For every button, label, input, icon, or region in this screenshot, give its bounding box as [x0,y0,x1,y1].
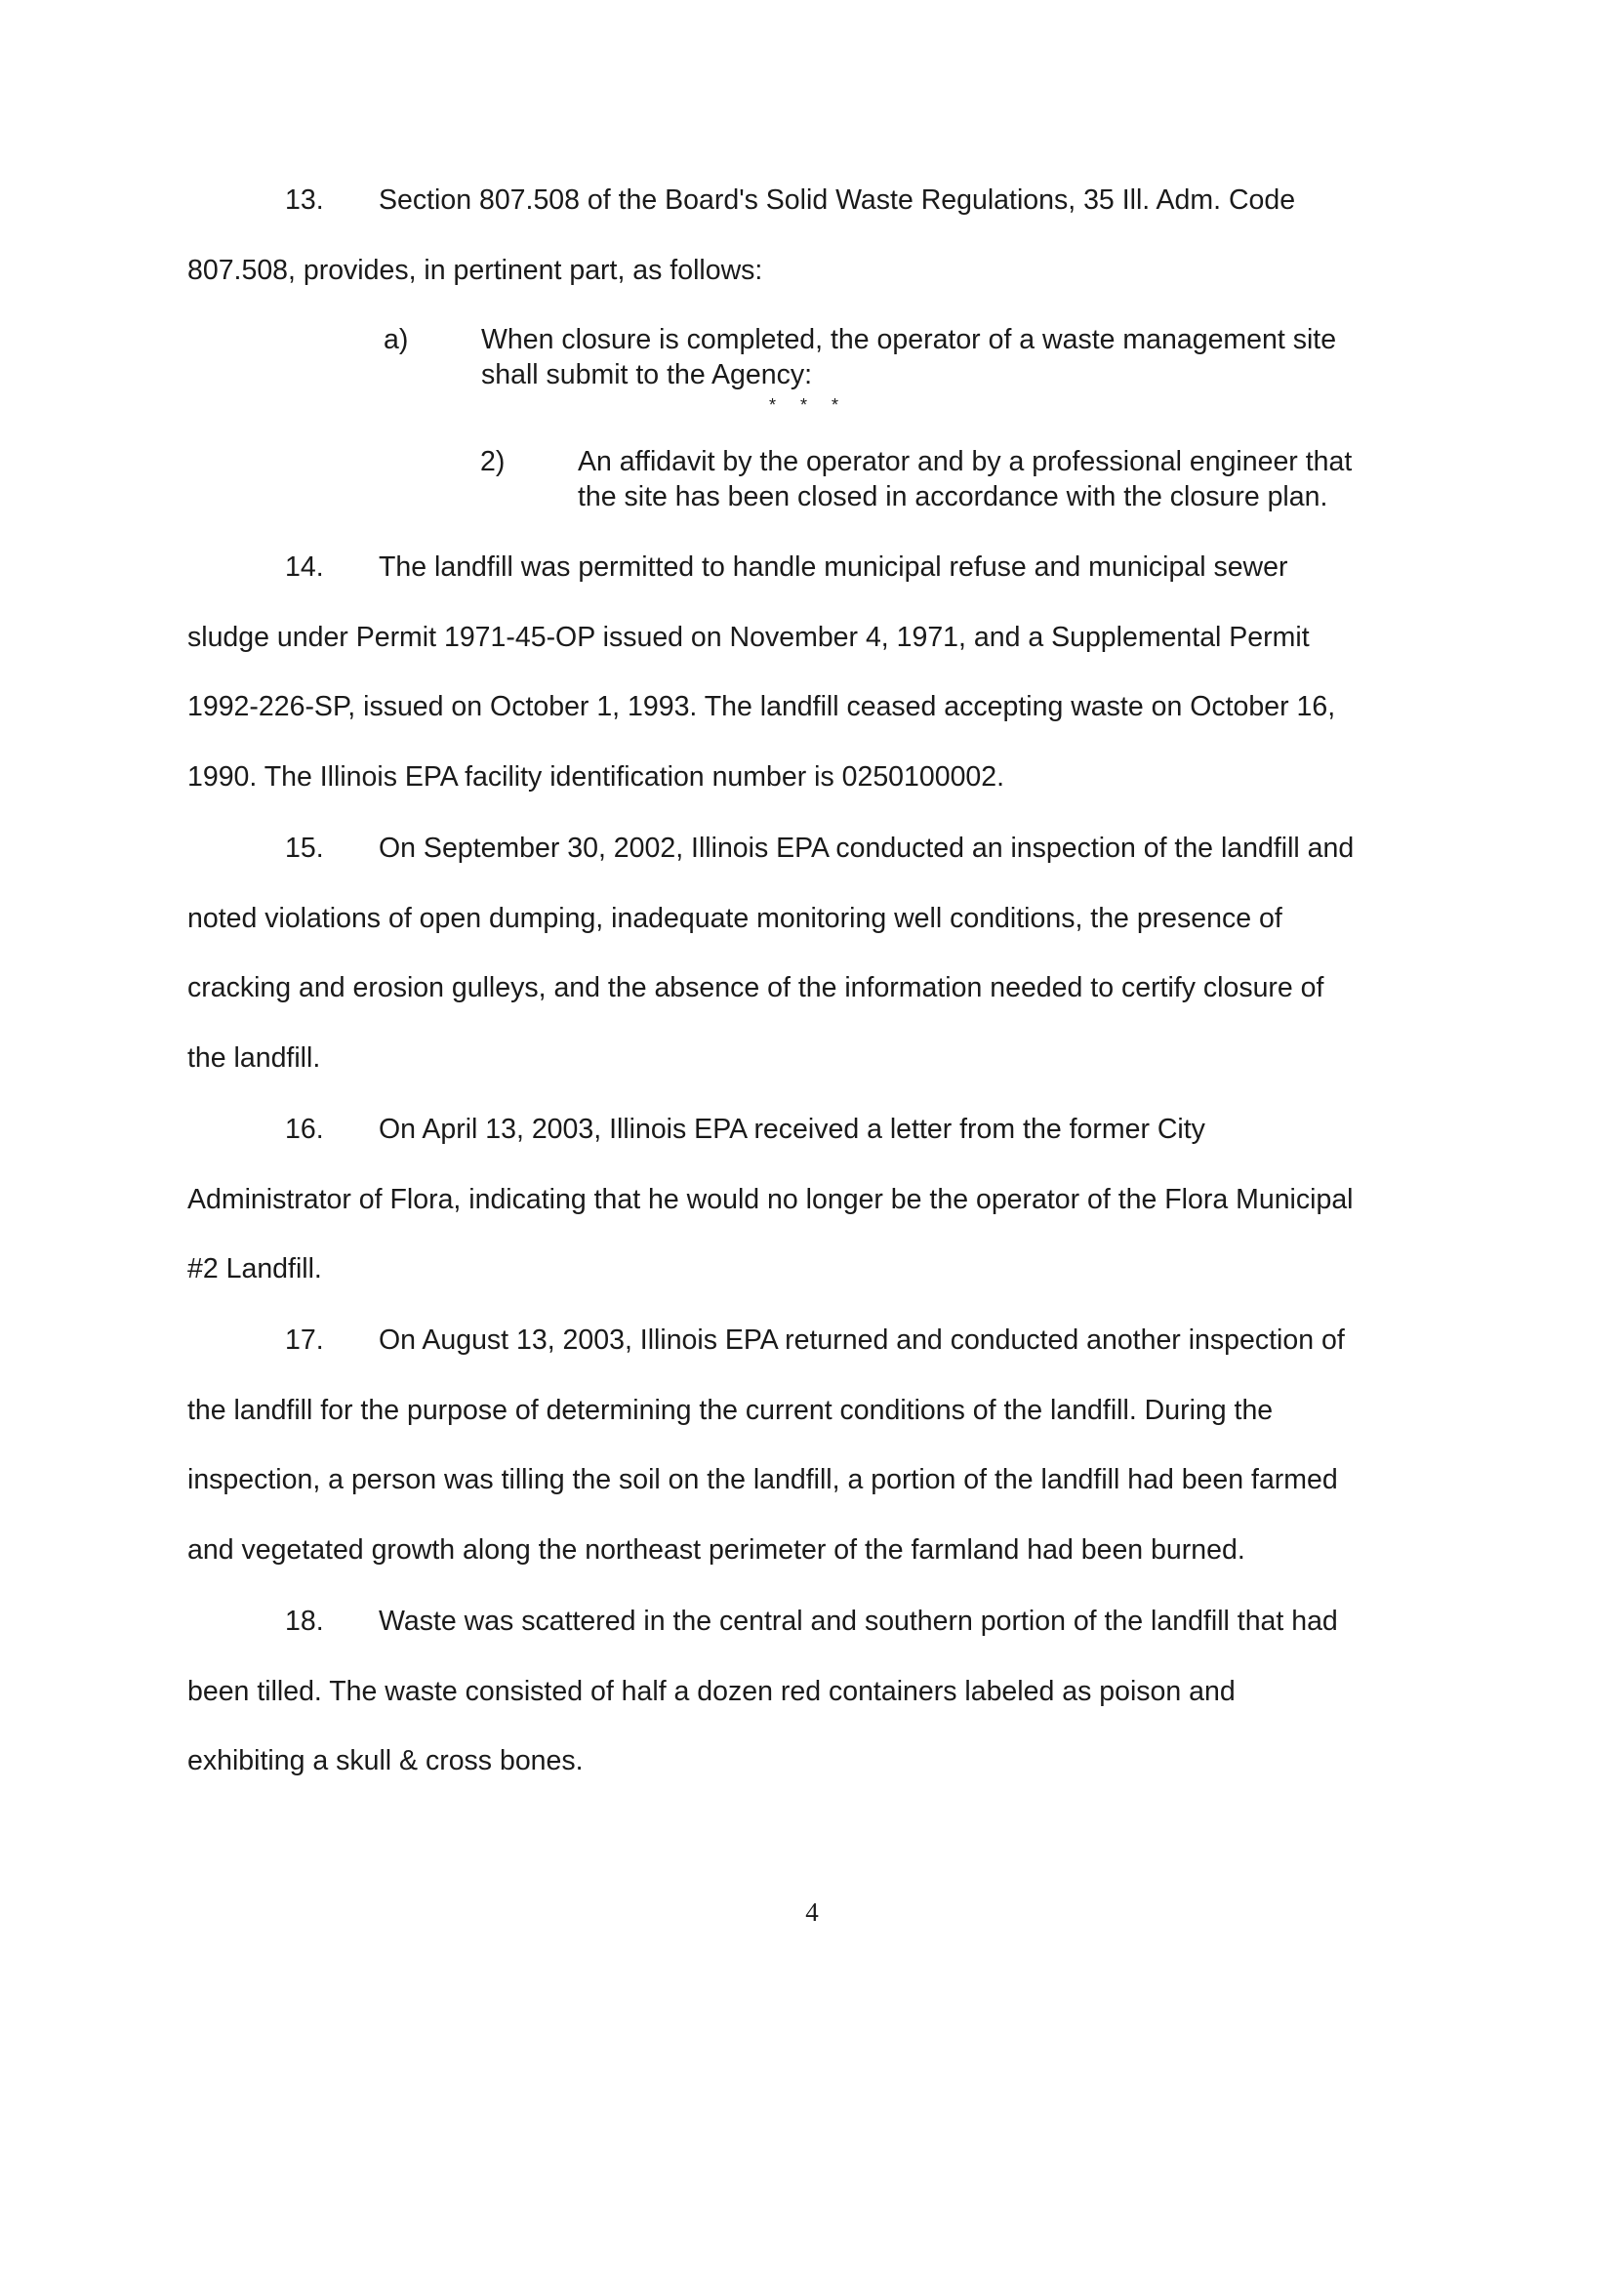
paragraph-text: noted violations of open dumping, inadequate monitoring well conditions, the presence of [187,902,1282,934]
page-number: 4 [805,1897,819,1927]
quote-text: An affidavit by the operator and by a professional engineer that [578,446,1353,477]
paragraph-15 [187,814,1446,1093]
quote-text: When closure is completed, the operator of a waste management site [481,324,1337,355]
paragraph-16 [187,1095,1446,1305]
paragraph-text: the landfill. [187,1041,321,1074]
paragraph-text: 807.508, provides, in pertinent part, as follows: [187,254,763,286]
paragraph-13 [187,166,1446,306]
paragraph-number: 16. [285,1114,324,1145]
paragraph-number: 17. [285,1324,324,1356]
paragraph-text: inspection, a person was tilling the soil on the landfill, a portion of the landfill had been farmed [187,1464,1338,1495]
paragraph-number: 13. [285,184,324,216]
paragraph-17 [187,1306,1446,1585]
paragraph-text: cracking and erosion gulleys, and the absence of the information needed to certify closure of [187,972,1324,1003]
paragraph-text: #2 Landfill. [187,1253,322,1284]
paragraph-text: and vegetated growth along the northeast perimeter of the farmland had been burned. [187,1533,1245,1566]
paragraph-number: 15. [285,833,324,864]
paragraph-18 [187,1587,1446,1797]
paragraph-text: The landfill was permitted to handle municipal refuse and municipal sewer [379,551,1288,583]
paragraph-text: Waste was scattered in the central and southern portion of the landfill that had [379,1606,1338,1637]
paragraph-text: exhibiting a skull & cross bones. [187,1745,584,1776]
paragraph-14 [187,533,1446,812]
quote-text: the site has been closed in accordance with the closure plan. [578,481,1328,512]
paragraph-text: the landfill for the purpose of determining the current conditions of the landfill. During the [187,1394,1274,1426]
paragraph-number: 14. [285,551,324,583]
paragraph-text: sludge under Permit 1971-45-OP issued on November 4, 1971, and a Supplemental Permit [187,621,1310,653]
quote-text: shall submit to the Agency: [481,359,813,390]
paragraph-number: 18. [285,1606,324,1637]
item-label: 2) [480,446,506,477]
subsection-label: a) [384,324,409,355]
paragraph-text: 1992-226-SP, issued on October 1, 1993. The landfill ceased accepting waste on October 16, [187,691,1336,722]
paragraph-text: Administrator of Flora, indicating that he would no longer be the operator of the Flora Municipal [187,1183,1354,1215]
ellipsis-stars: * * * [769,395,849,415]
paragraph-text: On August 13, 2003, Illinois EPA returned and conducted another inspection of [379,1324,1345,1356]
paragraph-text: Section 807.508 of the Board's Solid Waste Regulations, 35 Ill. Adm. Code [379,184,1296,216]
paragraph-text: On April 13, 2003, Illinois EPA received a letter from the former City [379,1114,1205,1145]
paragraph-text: been tilled. The waste consisted of half a dozen red containers labeled as poison and [187,1675,1236,1707]
paragraph-text: 1990. The Illinois EPA facility identification number is 0250100002. [187,760,1005,793]
paragraph-text: On September 30, 2002, Illinois EPA conducted an inspection of the landfill and [379,833,1355,864]
